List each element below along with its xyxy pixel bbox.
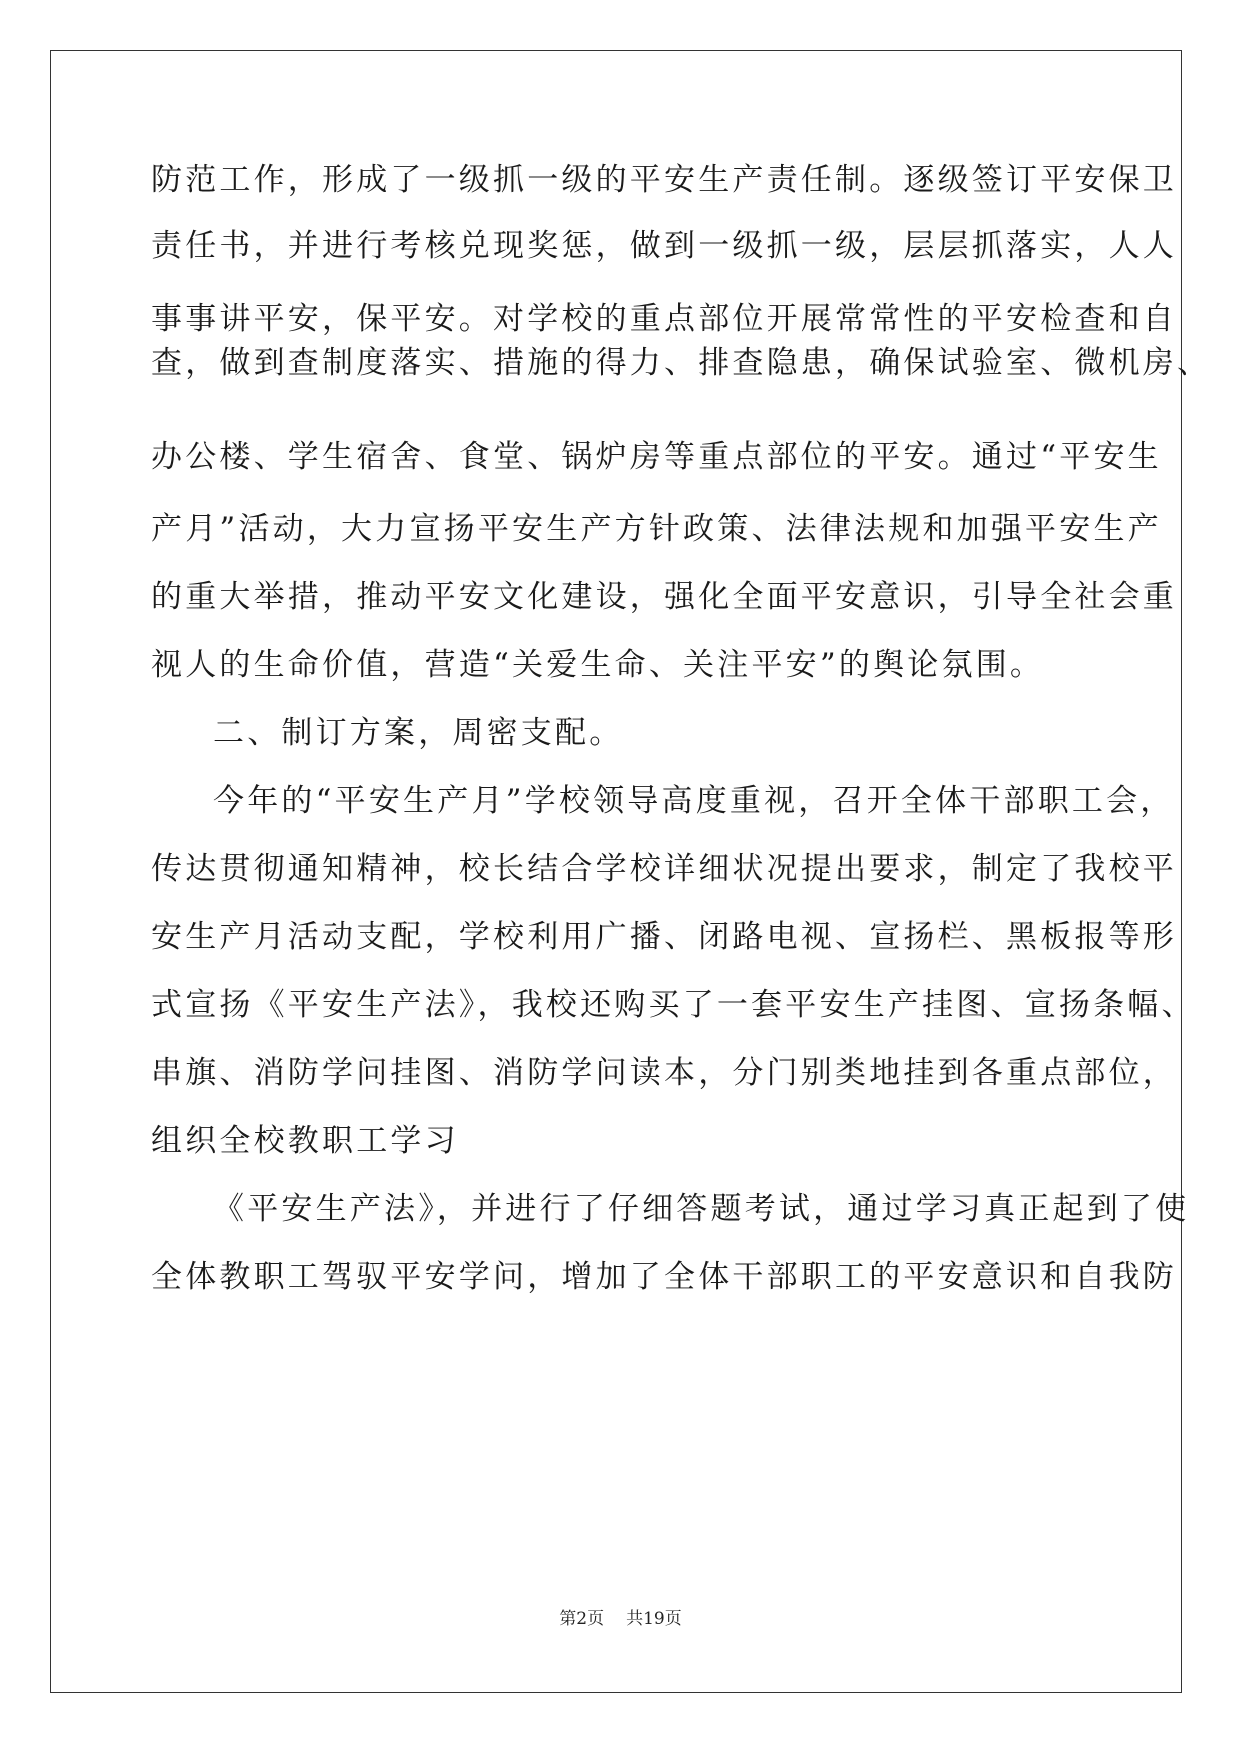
total-pages-label: 共19页 (626, 1609, 682, 1629)
text-line-8: 视人的生命价值，营造“关爱生命、关注平安”的舆论氛围。 (151, 647, 1045, 683)
text-line-2: 责任书，并进行考核兑现奖惩，做到一级抓一级，层层抓落实，人人 (151, 228, 1177, 264)
text-line-4: 查，做到查制度落实、措施的得力、排查隐患，确保试验室、微机房、 (151, 345, 1212, 381)
section-heading-2: 二、制订方案，周密支配。 (213, 715, 624, 751)
text-line-17: 全体教职工驾驭平安学问，增加了全体干部职工的平安意识和自我防 (151, 1259, 1177, 1295)
text-line-1: 防范工作，形成了一级抓一级的平安生产责任制。逐级签订平安保卫 (151, 162, 1177, 198)
text-line-16: 《平安生产法》，并进行了仔细答题考试，通过学习真正起到了使 (213, 1191, 1190, 1227)
text-line-6: 产月”活动，大力宣扬平安生产方针政策、法律法规和加强平安生产 (151, 511, 1162, 547)
page-footer (0, 1604, 1241, 1629)
text-line-12: 安生产月活动支配，学校利用广播、闭路电视、宣扬栏、黑板报等形 (151, 919, 1177, 955)
text-line-11: 传达贯彻通知精神，校长结合学校详细状况提出要求，制定了我校平 (151, 851, 1177, 887)
text-line-13: 式宣扬《平安生产法》，我校还购买了一套平安生产挂图、宣扬条幅、 (151, 987, 1196, 1023)
page-number-label: 第2页 (559, 1609, 605, 1629)
text-line-10: 今年的“平安生产月”学校领导高度重视，召开全体干部职工会， (213, 783, 1175, 819)
text-line-3: 事事讲平安，保平安。对学校的重点部位开展常常性的平安检查和自 (151, 301, 1177, 337)
text-line-7: 的重大举措，推动平安文化建设，强化全面平安意识，引导全社会重 (151, 579, 1177, 615)
text-line-15: 组织全校教职工学习 (151, 1123, 459, 1159)
text-line-5: 办公楼、学生宿舍、食堂、锅炉房等重点部位的平安。通过“平安生 (151, 439, 1162, 475)
text-line-14: 串旗、消防学问挂图、消防学问读本，分门别类地挂到各重点部位， (151, 1055, 1177, 1091)
